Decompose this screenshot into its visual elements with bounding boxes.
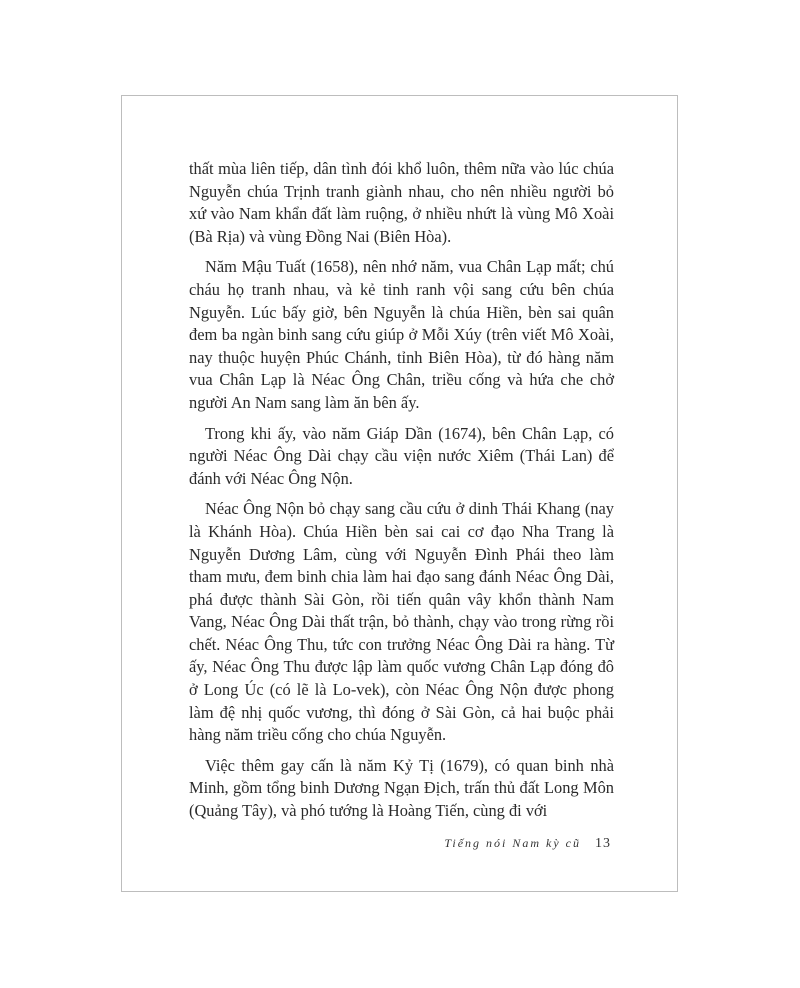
book-page — [121, 95, 678, 892]
paragraph-3: Trong khi ấy, vào năm Giáp Dần (1674), bên Chân Lạp, có người Néac Ông Dài chạy cầu viện nước Xiêm (Thái Lan) để đánh với Néac Ông Nộn. — [189, 423, 614, 488]
running-title: Tiếng nói Nam kỳ cũ — [444, 836, 581, 850]
paragraph-1: thất mùa liên tiếp, dân tình đói khổ luôn, thêm nữa vào lúc chúa Nguyễn chúa Trịnh tranh giành nhau, cho nên nhiều người bỏ xứ vào Nam khẩn đất làm ruộng, ở nhiều nhứt là vùng Mô Xoài (Bà Rịa) và vùng Đồng Nai (Biên Hòa). — [189, 159, 614, 246]
body-text — [189, 158, 614, 831]
paragraph-5: Việc thêm gay cấn là năm Kỷ Tị (1679), có quan binh nhà Minh, gồm tổng binh Dương Ngạn Địch, trấn thủ đất Long Môn (Quảng Tây), và phó tướng là Hoàng Tiến, cùng đi với — [189, 755, 614, 821]
paragraph-2: Năm Mậu Tuất (1658), nên nhớ năm, vua Chân Lạp mất; chú cháu họ tranh nhau, và kẻ tinh ranh vội sang cứu bên chúa Nguyễn. Lúc bấy giờ, bên Nguyễn là chúa Hiền, bèn sai quân đem ba ngàn binh sang cứu giúp ở Mỗi Xúy (trên viết Mô Xoài, nay thuộc huyện Phúc Chánh, tỉnh Biên Hòa), từ đó hàng năm vua Chân Lạp là Néac Ông Chân, triều cống và hứa che chở người An Nam sang làm ăn bên ấy. — [189, 257, 614, 412]
page-number: 13 — [595, 836, 611, 851]
paragraph-4: Néac Ông Nộn bỏ chạy sang cầu cứu ở dinh Thái Khang (nay là Khánh Hòa). Chúa Hiền bèn sai cai cơ đạo Nha Trang là Nguyễn Dương Lâm, cùng với Nguyễn Đình Phái theo làm tham mưu, đem binh chia làm hai đạo sang đánh Néac Ông Dài, phá được thành Sài Gòn, rồi tiến quân vây khổn thành Nam Vang, Néac Ông Dài thất trận, bỏ thành, chạy vào trong rừng rồi chết. Néac Ông Thu, tức con trưởng Néac Ông Dài ra hàng. Từ ấy, Néac Ông Thu được lập làm quốc vương Chân Lạp đóng đô ở Long Úc (có lẽ là Lo-vek), còn Néac Ông Nộn được phong làm đệ nhị quốc vương, thì đóng ở Sài Gòn, cả hai buộc phải hàng năm triều cống cho chúa Nguyễn. — [189, 499, 614, 745]
page-footer — [444, 836, 611, 852]
